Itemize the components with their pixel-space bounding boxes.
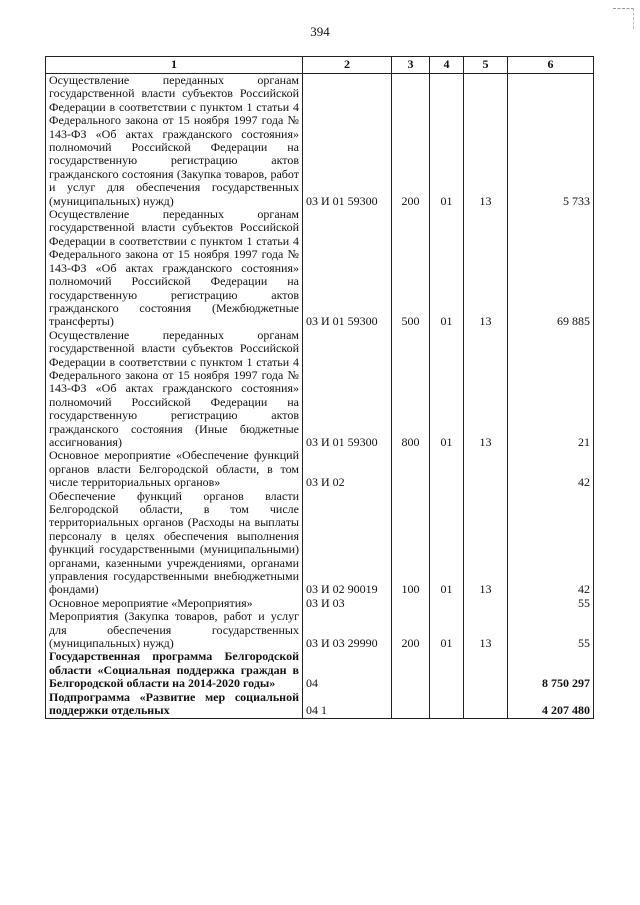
row-description: Основное мероприятие «Мероприятия» — [46, 597, 303, 610]
row-col3: 200 — [392, 610, 430, 650]
row-col5: 13 — [464, 610, 508, 650]
row-description: Государственная программа Белгородской области «Социальная поддержка граждан в Белгородской области на 2014-2020 годы» — [46, 650, 303, 690]
table-row — [46, 691, 594, 718]
row-code: 03 И 02 — [303, 449, 392, 489]
row-col3 — [392, 597, 430, 610]
row-code: 03 И 01 59300 — [303, 74, 392, 209]
row-col4: 01 — [430, 329, 464, 450]
table-row — [46, 610, 594, 650]
corner-scan-mark — [613, 8, 634, 29]
row-amount: 4 207 480 — [508, 691, 594, 718]
row-amount: 69 885 — [508, 208, 594, 329]
column-header-2: 2 — [303, 57, 392, 74]
row-description: Обеспечение функций органов власти Белгородской области, в том числе территориальных органов (Расходы на выплаты персоналу в целях обеспечения выполнения функций государственными (муниципальными) органами, казенными учреждениями, органами управления государственными внебюджетными фондами) — [46, 490, 303, 597]
row-code: 04 1 — [303, 691, 392, 718]
row-col3 — [392, 449, 430, 489]
row-code: 03 И 01 59300 — [303, 208, 392, 329]
table-row — [46, 449, 594, 489]
row-description: Основное мероприятие «Обеспечение функций органов власти Белгородской области, в том числе территориальных органов» — [46, 449, 303, 489]
row-amount: 8 750 297 — [508, 650, 594, 690]
row-col5 — [464, 597, 508, 610]
row-col3: 500 — [392, 208, 430, 329]
row-col4 — [430, 597, 464, 610]
table-row — [46, 74, 594, 209]
column-header-3: 3 — [392, 57, 430, 74]
budget-table — [45, 56, 594, 719]
row-col5: 13 — [464, 74, 508, 209]
row-code: 03 И 03 — [303, 597, 392, 610]
row-col5: 13 — [464, 329, 508, 450]
row-amount: 5 733 — [508, 74, 594, 209]
row-amount: 55 — [508, 610, 594, 650]
row-col3 — [392, 650, 430, 690]
row-amount: 55 — [508, 597, 594, 610]
table-row — [46, 208, 594, 329]
table-header-row — [46, 57, 594, 74]
row-col3: 200 — [392, 74, 430, 209]
row-col4 — [430, 449, 464, 489]
table-row — [46, 650, 594, 690]
row-description: Подпрограмма «Развитие мер социальной поддержки отдельных — [46, 691, 303, 718]
row-code: 03 И 03 29990 — [303, 610, 392, 650]
table-row — [46, 490, 594, 597]
row-col5 — [464, 691, 508, 718]
row-col3: 800 — [392, 329, 430, 450]
row-code: 04 — [303, 650, 392, 690]
row-description: Осуществление переданных органам государственной власти субъектов Российской Федерации в соответствии с пунктом 1 статьи 4 Федерального закона от 15 ноября 1997 года № 143-ФЗ «Об актах гражданского состояния» полномочий Российской Федерации на государственную регистрацию актов гражданского состояния (Иные бюджетные ассигнования) — [46, 329, 303, 450]
row-col4: 01 — [430, 490, 464, 597]
row-description: Мероприятия (Закупка товаров, работ и услуг для обеспечения государственных (муниципальных) нужд) — [46, 610, 303, 650]
row-col3: 100 — [392, 490, 430, 597]
row-col5: 13 — [464, 208, 508, 329]
row-col4: 01 — [430, 610, 464, 650]
row-description: Осуществление переданных органам государственной власти субъектов Российской Федерации в соответствии с пунктом 1 статьи 4 Федерального закона от 15 ноября 1997 года № 143-ФЗ «Об актах гражданского состояния» полномочий Российской Федерации на государственную регистрацию актов гражданского состояния (Межбюджетные трансферты) — [46, 208, 303, 329]
column-header-6: 6 — [508, 57, 594, 74]
page-number: 394 — [310, 24, 330, 39]
row-description: Осуществление переданных органам государственной власти субъектов Российской Федерации в соответствии с пунктом 1 статьи 4 Федерального закона от 15 ноября 1997 года № 143-ФЗ «Об актах гражданского состояния» полномочий Российской Федерации на государственную регистрацию актов гражданского состояния (Закупка товаров, работ и услуг для обеспечения государственных (муниципальных) нужд) — [46, 74, 303, 209]
column-header-4: 4 — [430, 57, 464, 74]
row-amount: 21 — [508, 329, 594, 450]
row-col4: 01 — [430, 74, 464, 209]
row-col3 — [392, 691, 430, 718]
column-header-1: 1 — [46, 57, 303, 74]
table-row — [46, 329, 594, 450]
row-col5 — [464, 449, 508, 489]
row-col4 — [430, 691, 464, 718]
row-col5 — [464, 650, 508, 690]
row-col5: 13 — [464, 490, 508, 597]
row-col4: 01 — [430, 208, 464, 329]
row-code: 03 И 02 90019 — [303, 490, 392, 597]
row-col4 — [430, 650, 464, 690]
table-row — [46, 597, 594, 610]
row-amount: 42 — [508, 449, 594, 489]
row-code: 03 И 01 59300 — [303, 329, 392, 450]
column-header-5: 5 — [464, 57, 508, 74]
row-amount: 42 — [508, 490, 594, 597]
